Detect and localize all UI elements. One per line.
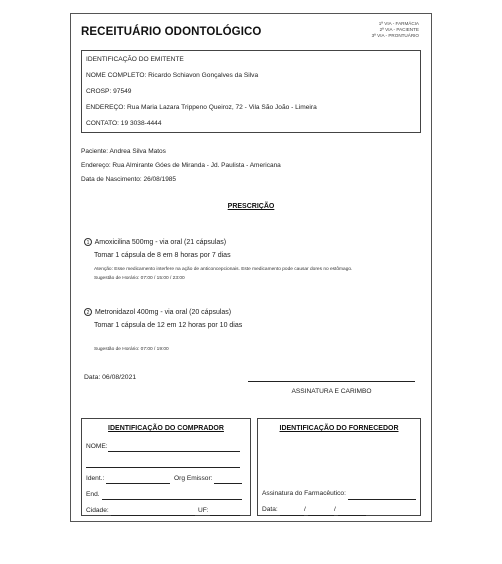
- pharmacist-signature-label: Assinatura do Farmacêutico:: [262, 490, 346, 497]
- issuer-crosp: CROSP: 97549: [86, 88, 132, 95]
- buyer-name-label: NOME:: [86, 443, 108, 450]
- item-number-2: 2: [84, 308, 92, 316]
- buyer-address-field[interactable]: [102, 499, 242, 500]
- medication-2: [84, 308, 231, 316]
- medication-2-schedule: Sugestão de Horário: 07:00 / 19:00: [94, 347, 169, 352]
- issuer-address: ENDEREÇO: Rua Maria Lazara Trippeno Queiroz, 72 - Vila São João - Limeira: [86, 104, 317, 111]
- supplier-heading: IDENTIFICAÇÃO DO FORNECEDOR: [279, 425, 399, 432]
- date-separator-1: /: [304, 506, 306, 513]
- buyer-ident-field[interactable]: [106, 483, 170, 484]
- item-number-1: 1: [84, 238, 92, 246]
- via-3: 3ª VIA - PRONTUÁRIO: [371, 33, 419, 39]
- issuer-name: NOME COMPLETO: Ricardo Schiavon Gonçalves da Silva: [86, 72, 259, 79]
- supplier-date-year[interactable]: [338, 515, 366, 516]
- supplier-box: [257, 418, 421, 516]
- patient-name: Paciente: Andrea Silva Matos: [81, 148, 166, 155]
- buyer-org-label: Org Emissor:: [174, 475, 213, 482]
- prescription-heading: PRESCRIÇÃO: [227, 203, 275, 210]
- via-2: 2ª VIA - PACIENTE: [379, 27, 419, 33]
- pharmacist-signature-field[interactable]: [348, 499, 416, 500]
- buyer-heading: IDENTIFICAÇÃO DO COMPRADOR: [108, 425, 224, 432]
- buyer-address-label: End.: [86, 491, 100, 498]
- document-title: RECEITUÁRIO ODONTOLÓGICO: [81, 26, 262, 38]
- date-separator-2: /: [334, 506, 336, 513]
- prescription-sheet: [70, 13, 432, 522]
- buyer-ident-label: Ident.:: [86, 475, 105, 482]
- patient-address: Endereço: Rua Almirante Góes de Miranda - Jd. Paulista - Americana: [81, 162, 281, 169]
- buyer-org-field[interactable]: [214, 483, 242, 484]
- issuer-heading: IDENTIFICAÇÃO DO EMITENTE: [86, 56, 184, 63]
- medication-1: [84, 238, 226, 246]
- medication-2-name: Metronidazol 400mg - via oral (20 cápsulas): [94, 308, 232, 316]
- medication-1-schedule: Sugestão de Horário: 07:00 / 15:00 / 23:00: [94, 276, 185, 281]
- supplier-date-month[interactable]: [308, 515, 334, 516]
- buyer-uf-label: UF:: [198, 507, 209, 514]
- supplier-date-day[interactable]: [280, 515, 304, 516]
- via-1: 1ª VIA - FARMÁCIA: [378, 21, 419, 26]
- buyer-box: [81, 418, 251, 516]
- copy-routing-list: [372, 21, 419, 40]
- buyer-name-field-cont[interactable]: [86, 467, 240, 468]
- patient-birthdate: Data de Nascimento: 26/08/1985: [81, 176, 177, 183]
- medication-1-dose: Tomar 1 cápsula de 8 em 8 horas por 7 dias: [94, 252, 231, 259]
- medication-1-note: Atenção: Esse medicamento interfere na ação de anticoncepcionais. Este medicamento pode causar dores no estômago.: [94, 267, 353, 272]
- buyer-city-label: Cidade:: [86, 507, 109, 514]
- issuer-box: [81, 50, 421, 133]
- supplier-date-label: Data:: [262, 506, 278, 513]
- buyer-city-field[interactable]: [111, 515, 195, 516]
- medication-1-name: Amoxicilina 500mg - via oral (21 cápsulas): [94, 238, 227, 246]
- signature-label: ASSINATURA E CARIMBO: [291, 388, 372, 395]
- buyer-name-field[interactable]: [108, 451, 240, 452]
- issue-date: Data: 06/08/2021: [84, 374, 137, 381]
- buyer-uf-field[interactable]: [210, 515, 240, 516]
- signature-line: [248, 381, 415, 382]
- medication-2-dose: Tomar 1 cápsula de 12 em 12 horas por 10 dias: [94, 322, 243, 329]
- issuer-contact: CONTATO: 19 3038-4444: [86, 120, 162, 127]
